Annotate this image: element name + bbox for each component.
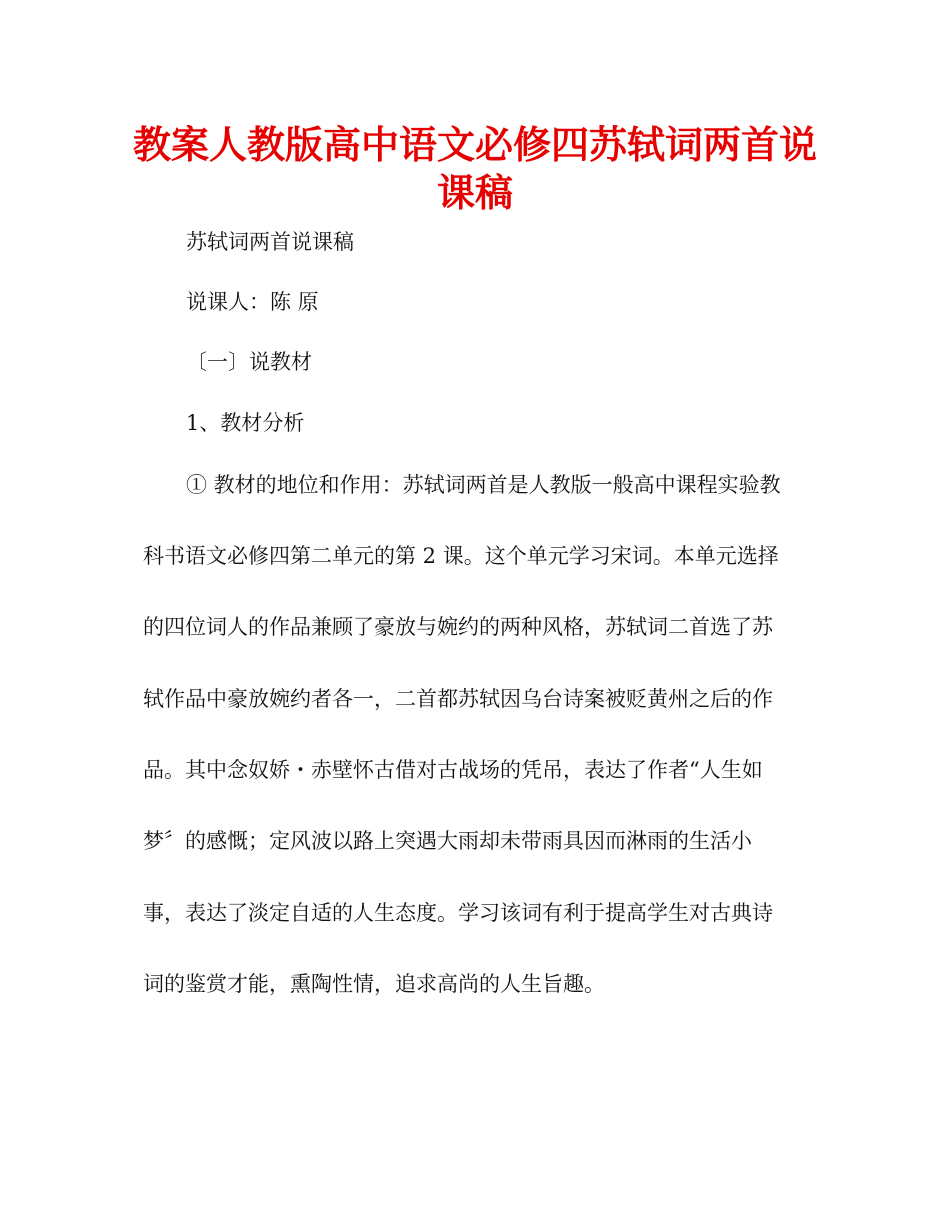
paragraph-line: ① 教材的地位和作用：苏轼词两首是人教版一般高中课程实验教	[186, 473, 781, 497]
paragraph-line: 词的鉴赏才能，熏陶性情，追求高尚的人生旨趣。	[143, 972, 605, 996]
subtitle: 苏轼词两首说课稿	[186, 230, 354, 254]
paragraph-line: 科书语文必修四第二单元的第 2 课。这个单元学习宋词。本单元选择	[143, 544, 779, 568]
document-title-line-2: 课稿	[436, 171, 513, 215]
paragraph-line: 梦〞的感慨；定风波以路上突遇大雨却未带雨具因而淋雨的生活小	[143, 829, 752, 853]
speaker-line: 说课人：陈 原	[186, 290, 319, 314]
paragraph-line: 事，表达了淡定自适的人生态度。学习该词有利于提高学生对古典诗	[143, 901, 773, 925]
paragraph-line: 轼作品中豪放婉约者各一，二首都苏轼因乌台诗案被贬黄州之后的作	[143, 687, 773, 711]
paragraph-line: 品。其中念奴娇・赤壁怀古借对古战场的凭吊，表达了作者“人生如	[143, 758, 763, 782]
document-title-line-1: 教案人教版高中语文必修四苏轼词两首说	[132, 123, 817, 167]
paragraph-line: 的四位词人的作品兼顾了豪放与婉约的两种风格，苏轼词二首选了苏	[143, 615, 773, 639]
subsection-heading: 1、教材分析	[186, 411, 305, 435]
section-heading: 〔一〕说教材	[186, 350, 312, 374]
